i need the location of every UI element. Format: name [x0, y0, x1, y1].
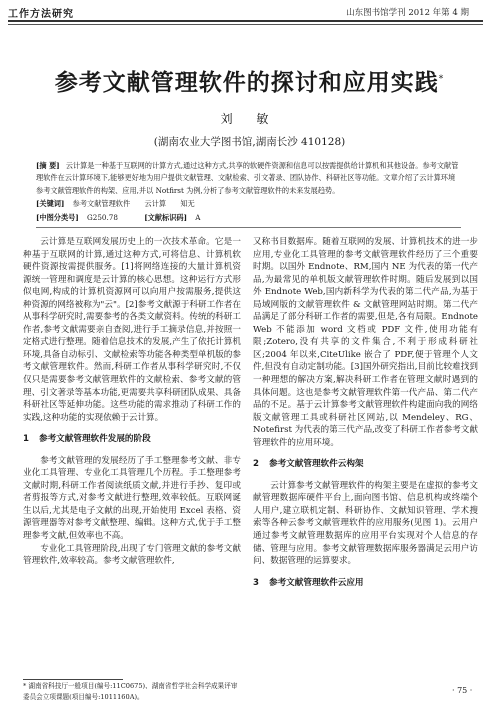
page-number: · 75 · — [452, 686, 473, 695]
section-title: 参考文献管理软件云应用 — [268, 577, 364, 588]
affiliation: (湖南农业大学图书馆,湖南长沙 410128) — [153, 136, 346, 148]
body-paragraph: 参考文献管理的发展经历了手工整理参考文献、非专业化工具管理、专业化工具管理几个历程。手工整理参考文献时期,科研工作者阅读纸质文献,并进行手抄、复印或者剪报等方式,对参考文献进行整理,效率较低。互联网诞生以后,尤其是电子文献的出现,开始使用 Excel 表格、资源管理器等对参考文献整理、编辑。这种方式,优于手工整理参考文献,但效率也不高。 — [23, 455, 241, 542]
right-column — [253, 236, 478, 598]
left-column — [23, 236, 241, 568]
abstract-text: 云计算是一种基于互联网的计算方式,通过这种方式,共享的软硬件资源和信息可以按需提供给计算机和其他设备。参考文献管理软件在云计算环境下,能够更好地为用户提供文献管理、文献检索、引文著录、团队协作、科研社区等功能。文章介绍了云计算环境参考文献管理软件的构架、应用,并以 Notfirst 为例,分析了参考文献管理软件的未来发展趋势。 — [36, 161, 459, 195]
section-title: 参考文献管理软件云构架 — [268, 459, 364, 470]
footnote-rule — [23, 679, 123, 680]
header-rule-thin — [8, 24, 483, 25]
keyword: 参考文献管理软件 — [72, 199, 131, 208]
body-paragraph: 又称书目数据库。随着互联网的发展、计算机技术的进一步应用,专业化工具管理的参考文献管理软件经历了三个重要时期。以国外 Endnote、RM,国内 NE 为代表的第一代产品,为最常见的单机版文献管理软件时期。随后发展到以国外 Endnote Web,国内新科学为代表的第二代产品,为基于局域网版的文献管理软件 & 文献管理网站时期。第二代产品满足了部分科研工作者的需要,但是,各有局限。Endnote Web 不能添加 word 文档或 PDF 文件,使用功能有限;Zotero,没有共享的文件集合,不利于形成科研社区;2004 年以来,CiteUlike 嵌合了 PDF,便于管理个人文件,但没有自动定制功能。[3]国外研究指出,目前比较难找到一种理想的解决方案,解决科研工作者在管理文献时遇到的具体问题。这也是参考文献管理软件第一代产品、第二代产品的不足。基于云计算参考文献管理软件构建面向我的网络版文献管理工具或科研社区网站,以 Mendeley、RG、Notefirst 为代表的第三代产品,改变了科研工作者参考文献管理软件的应用环境。 — [253, 237, 478, 448]
classification-label: [中图分类号] — [36, 213, 79, 222]
keyword: 云计算 — [144, 199, 167, 208]
title-footnote-mark: * — [438, 74, 445, 85]
section-number: 3 — [253, 577, 259, 588]
abstract-label: [摘 要] — [36, 161, 60, 170]
abstract-divider — [36, 227, 461, 228]
article-title: 参考文献管理软件的探讨和应用实践* — [54, 69, 445, 96]
abstract — [36, 160, 461, 197]
section-title: 参考文献管理软件发展的阶段 — [38, 434, 151, 445]
journal-issue-label: 山东图书馆学刊 2012 年第 4 期 — [346, 8, 469, 18]
keywords-label: [关键词] — [36, 199, 65, 208]
journal-section-label: 工作方法研究 — [8, 9, 74, 20]
document-code-label: [文献标识码] — [144, 213, 187, 222]
section-heading — [253, 577, 478, 590]
author: 刘 敏 — [220, 112, 279, 126]
keywords — [36, 199, 195, 209]
body-paragraph: 云计算是互联网发展历史上的一次技术革命。它是一种基于互联网的计算,通过这种方式,可将信息、计算机软硬件资源按需提供服务。[1]将网络连接的大量计算机资源统一管理和调度是云计算的核心思想。这种运行方式形似电网,构成的计算机资源网可以向用户按需服务,提供这种资源的网络被称为"云"。[2]参考文献源于科研工作者在从事科学研究时,需要参考的各类文献资料。传统的科研工作者,参考文献需要亲自查阅,进行手工摘录信息,并按照一定格式进行整理。随着信息技术的发展,产生了依托计算机环境,具备自动标引、文献检索等功能各种类型单机版的参考文献管理软件。然而,科研工作者从事科学研究时,不仅仅只是需要参考文献管理软件的文献检索、参考文献的管理、引文著录等基本功能,更需要共享科研团队成果、具备科研社区等延伸功能。这些功能的需求推动了科研工作的实践,这种功能的实现依赖于云计算。 — [23, 237, 241, 423]
footnote: * 湖南省科技厅一般项目(编号:11C0675)、湖南省哲学社会科学成果评审委员会立项课题(项目编号:1011160A)。 — [23, 682, 238, 701]
document-code-value: A — [195, 213, 201, 222]
body-paragraph: 专业化工具管理阶段,出现了专门管理文献的参考文献管理软件,效率较高。参考文献管理软件, — [23, 543, 241, 567]
keyword: 知无 — [180, 199, 195, 208]
body-paragraph: 云计算参考文献管理软件的构架主要是在虚拟的参考文献管理数据库硬件平台上,面向图书馆、信息机构或终端个人用户,建立联机定制、科研协作、文献知识管理、学术搜索等各种云参考文献管理软件的应用服务(见图 1)。云用户通过参考文献管理数据库的应用平台实现对个人信息的存储、管理与应用。参考文献管理数据库服务器满足云用户访问、数据管理的运算要求。 — [253, 480, 478, 567]
header-rule — [8, 20, 483, 22]
section-heading — [253, 458, 478, 471]
section-heading — [23, 433, 241, 446]
section-number: 1 — [23, 434, 29, 445]
classification-value: G250.78 — [87, 213, 118, 222]
section-number: 2 — [253, 459, 259, 470]
classification — [36, 213, 201, 223]
